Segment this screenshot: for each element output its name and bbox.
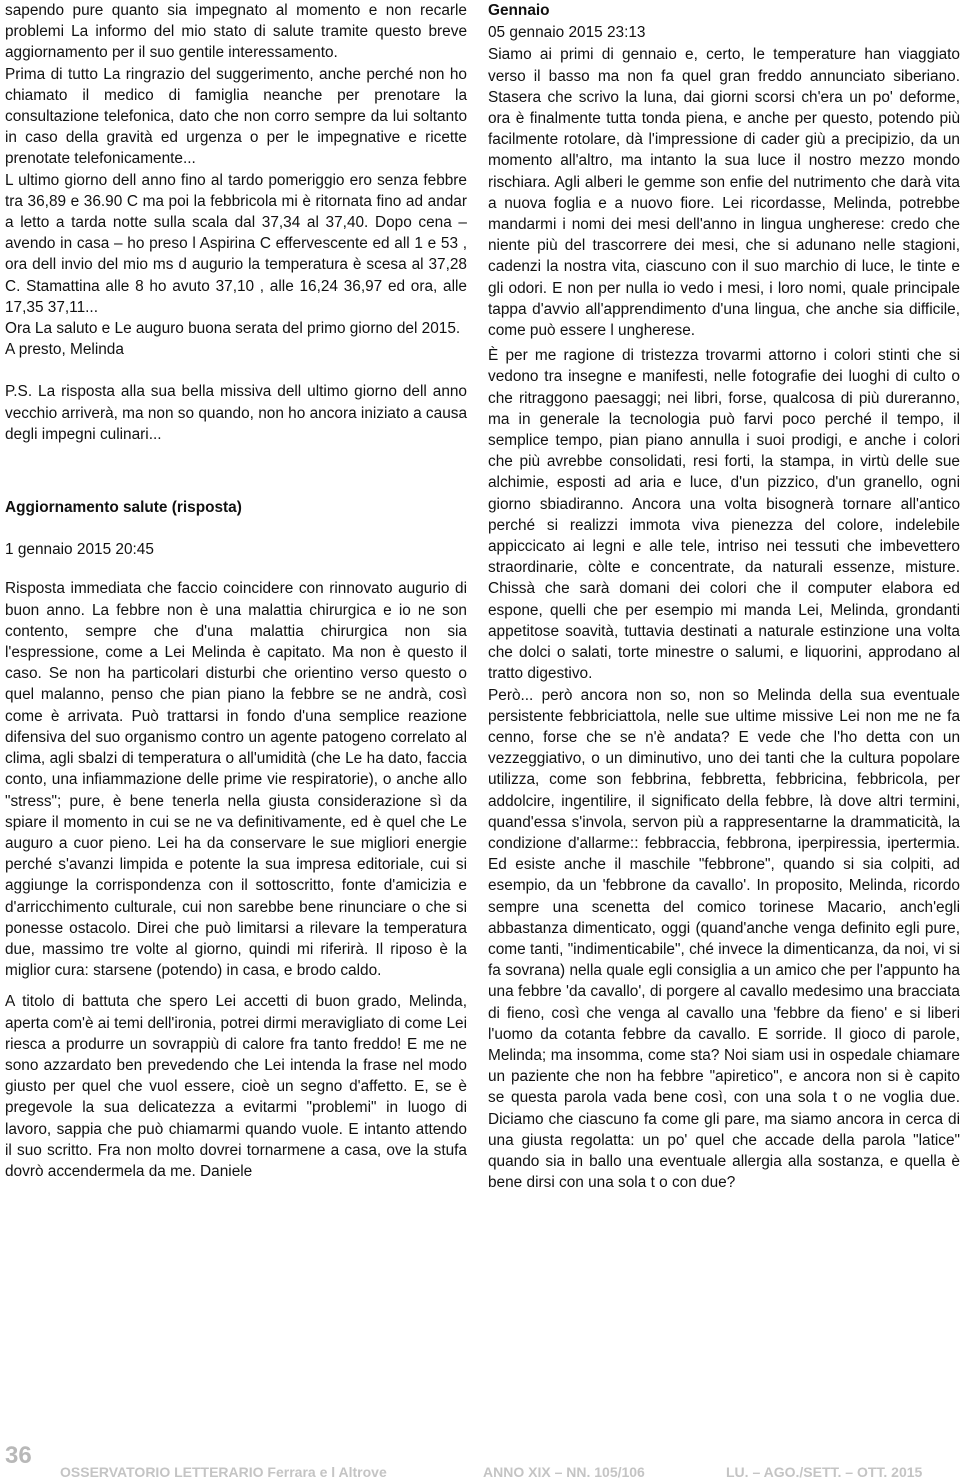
paragraph-response: Risposta immediata che faccio coincidere con rinnovato augurio di buon anno. La febbre non è una malattia chirurgica e io ne son contento, sempre che d'una malattia chirurgica non sia l'espressione, come a Lei Melinda è capitato. Ma non è questo il caso. Se non ha particolari disturbi che orientino verso questo o quel malanno, penso che pian piano la febbre se ne andrà, così come è arrivata. Può trattarsi in fondo d'una semplice reazione difensiva del suo organismo contro un agente patogeno correlato al clima, agli sbalzi di temperatura o all'umidità (che Le ha dato, faccia conto, una infiammazione delle prime vie respiratorie), o anche allo "stress"; pure, è bene tenerla nella giusta considerazione sì da spiare il momento in cui se ne va definitivamente, ed è quel che Le auguro a cuor pieno. Lei ha da conservare le sue migliori energie perché s'avanzi limpida e potente la sua impresa editoriale, cui si aggiunge la corrispondenza con il sottoscritto, fonte d'amicizia e d'arricchimento culturale, cui non sarebbe bene rinunciare o che si ponesse ostacolo. Direi che può limitarsi a rilevare la temperatura due, massimo tre volte al giorno, quindi mi riferirà. Il riposo è la miglior cura: starsene (potendo) in casa, e brodo caldo. bbox=[5, 580, 467, 980]
spacer bbox=[5, 360, 467, 381]
paragraph-temperature-log: L ultimo giorno dell anno fino al tardo pomeriggio ero senza febbre tra 36,89 e 36.90 C ma poi la febbricola mi è ritornata fino ad andar a letto a tarda notte sulla scala dal 37,34 al 37,40. Dopo cena – avendo in casa – ho preso l Aspirina C effervescente ed all 1 e 53 , ora dell invio del mio ms d augurio la temperatura è scesa al 37,28 C. Stamattina alle 8 ho avuto 37,10 , alle 16,24 36,97 ed ora, alle 17,35 37,11... bbox=[5, 171, 467, 316]
journal-title: OSSERVATORIO LETTERARIO Ferrara e l Altrove bbox=[60, 1464, 387, 1480]
paragraph-postscript: P.S. La risposta alla sua bella missiva dell ultimo giorno dell anno vecchio arriverà, ma non so quando, non ho ancora iniziato a causa degli impegni culinari... bbox=[5, 383, 468, 443]
paragraph-joke: A titolo di battuta che spero Lei accetti di buon grado, Melinda, aperta com'è ai temi dell'ironia, potrei dirmi meravigliato di come Lei riesca a produrre un sovrappiù di calore fra tanto freddo! E me ne sono azzardato ben prevedendo che Lei intenda la frase nel modo giusto per quel che vuol essere, cioè un segno d'affetto. E, se è pregevole la sua delicatezza a evitarmi "problemi" in luogo di lavoro, sappia che può chiamarmi quando vuole. E intanto attendo il suo scritto. Fra non molto dovrei tornarmene a casa, ove la stufa dovrò accendermela da me. Daniele bbox=[5, 993, 467, 1180]
page-footer bbox=[0, 1442, 960, 1483]
issue-number: ANNO XIX – NN. 105/106 bbox=[483, 1464, 645, 1480]
paragraph-january-moon: Siamo ai primi di gennaio e, certo, le temperature han viaggiato verso il basso ma non fa quel gran freddo annunciato siberiano. Stasera che scrivo la luna, dai giorni scorsi ch'era un po' deforme, ora è finalmente tutta tonda piena, e anche per questo, potendo più facilmente rotolare, dà l'impressione di cader giù a precipizio, da un momento all'altro, ma intanto la sua luce il nostro mezzo mondo rischiara. Agli alberi le gemme son enfie del nutrimento che darà vita a nuova foglia e a nuovo fiore. Lei ricordasse, Melinda, potrebbe mandarmi i nomi dei mesi dell'anno in lingua ungherese: credo che niente più del trascorrere dei mesi, che si adunano nelle stagioni, cadenzi la nostra vita, ciascuno con il suo marchio di luce, le tinte e gli odori. E non per nulla io vedo i mesi, i loro nomi, quale principale tappa d'avvio all'apprendimento d'una lingua, che anche sia difficile, come può essere l ungherese. bbox=[488, 46, 960, 340]
spacer bbox=[5, 445, 467, 497]
page-number: 36 bbox=[5, 1442, 32, 1469]
section-heading-january: Gennaio bbox=[488, 2, 550, 19]
paragraph-thanks: Prima di tutto La ringrazio del suggerimento, anche perché non ho chiamato il medico di famiglia neanche per prenotare la consultazione telefonica, dato che non corro sempre da lui soltanto in caso della gravità ed urgenza o per le impegnative e ricette prenotate telefonicamente... bbox=[5, 65, 467, 168]
issue-date: LU. – AGO./SETT. – OTT. 2015 bbox=[726, 1464, 923, 1480]
section-heading-health-update: Aggiornamento salute (risposta) bbox=[5, 499, 242, 517]
right-column bbox=[488, 0, 960, 1193]
dateline-jan-5: 05 gennaio 2015 23:13 bbox=[488, 24, 646, 42]
paragraph-fever-words: Però... però ancora non so, non so Melinda della sua eventuale persistente febbriciattola, nelle sue ultime missive Lei non me ne fa cenno, forse che se n'è andata? E vede che l'ho detta con un vezzeggiativo, o un diminutivo, uno dei tanti che la cultura popolare utilizza, come son febbrina, febbretta, febbricina, febbricola, per addolcire, ingentilire, il significato della febbre, là dove altri termini, quand'essa s'invola, servon più a rappresentarne la drammaticità, la condizione d'allarme:: febbraccia, febbrona, iperpiressia, ipertermia. Ed esiste anche il maschile "febbrone", quando si sia colpiti, ad esempio, da un 'febbrone da cavallo'. In proposito, Melinda, ricordo sempre una scenetta del comico torinese Macario, anch'egli abbastanza dimenticato, oggi (quand'anche venga definito egli pure, come tanti, "indimenticabile", ché invece la dimenticanza, da noi, vi si fa sovrana) nella quale egli consiglia a un amico che per l'appunto ha una febbre 'da cavallo', di porgere al cavallo medesimo una bracciata di fieno, così che venga al cavallo una 'febbre da fieno' e si liberi l'uomo da cotanta febbre da cavallo. E sorride. Il gioco di parole, Melinda; ma insomma, come sta? Noi siam usi in ospedale chiamare un paziente che non ha febbre "apiretico", e ancora non si è capito se questa parola vada bene così, con una sola t o ne voglia due. Diciamo che ciascuno fa come gli pare, ma siamo ancora in cerca di una giusta regolatta: un po' quel che accade della parola "latice" quando sia in ballo una eventuale allergia alla sostanza, e quella è bene dirsi con una sola t o con due? bbox=[488, 686, 960, 1192]
dateline-jan-1: 1 gennaio 2015 20:45 bbox=[5, 541, 154, 559]
spacer bbox=[5, 560, 467, 578]
spacer bbox=[5, 518, 467, 539]
paragraph-signoff: A presto, Melinda bbox=[5, 341, 124, 359]
spacer bbox=[5, 981, 467, 991]
paragraph-intro: sapendo pure quanto sia impegnato al momento e non recarle problemi La informo del mio stato di salute tramite questo breve aggiornamento per il suo gentile interessamento. bbox=[5, 2, 467, 62]
paragraph-greeting: Ora La saluto e Le auguro buona serata del primo giorno del 2015. bbox=[5, 320, 461, 338]
paragraph-colors: È per me ragione di tristezza trovarmi attorno i colori stinti che si vedono tra insegne e manifesti, nelle fotografie dei luoghi di culto o che ritraggono paesaggi; nei libri, forse, qualcosa di più dureranno, ma in generale la tecnologia può farvi poco perché il tempo, il semplice tempo, pian piano annulla i suoi prodigi, e anche i colori che più avrebbe consolidati, resi forti, la stampa, in virtù delle sue alchimie, esposti ad aria e luce, d'un pizzico, d'un granello, ogni giorno sbiadiranno. Ancora una volta bisognerà tornare all'antico perché si realizzi immota viva pienezza del colore, indelebile appiccicato ai legni e alle tele, intriso nei tessuti che imbevettero straordinarie, còlte e concentrate, da naturali essenze, misture. Chissà che sarà domani dei colori che il computer elabora ed espone, quelli che per esempio mi manda Lei, Melinda, grondanti appetitose soavità, tuttavia destinati a naturale estinzione una volta che dolci o salati, torte minestre o salumi, e liquorini, approdano al tratto digestivo. bbox=[488, 347, 960, 683]
left-column bbox=[5, 0, 467, 1182]
